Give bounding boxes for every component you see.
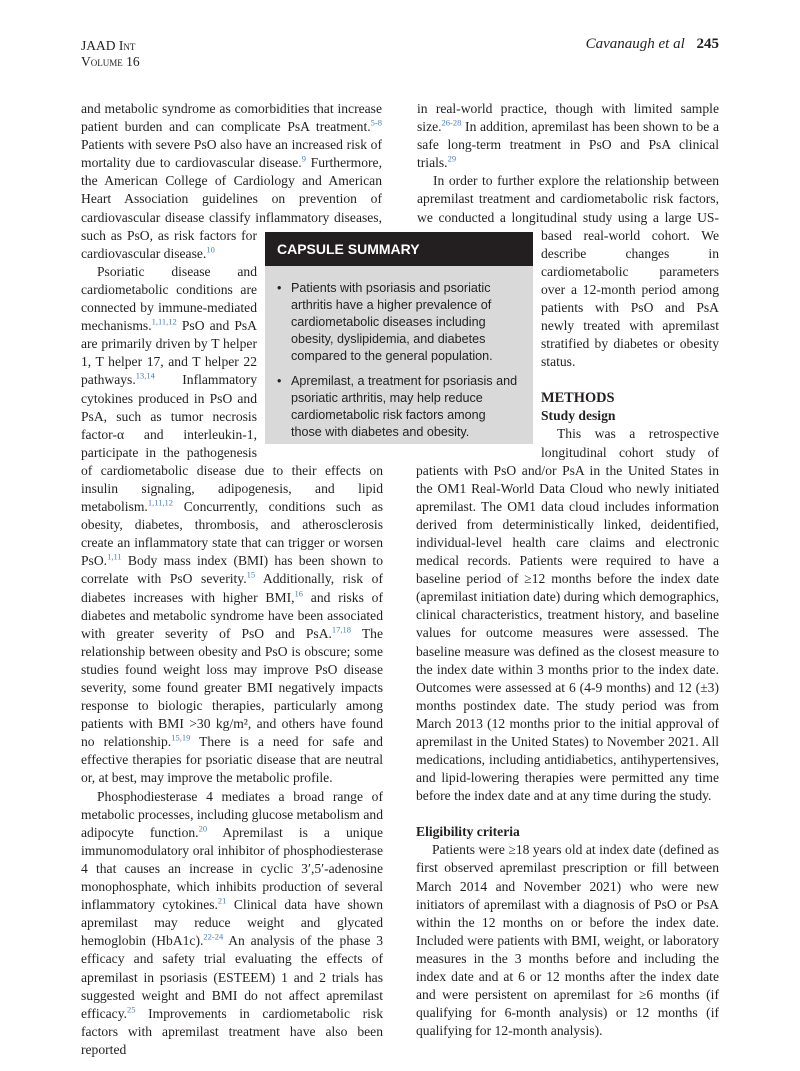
citation[interactable]: 17,18 (331, 624, 352, 635)
citation[interactable]: 22-24 (203, 931, 224, 942)
capsule-bullet: • Apremilast, a treatment for psoriasis and psoriatic arthritis, may help reduce cardiometabolic risk factors among those with diabetes and obesity. (277, 373, 519, 441)
paragraph: in real-world practice, though with limited sample size.$^{26-28}$ In addition, apremilast has been shown to be a safe long-term treatment in PsO and PsA clinical trials.$^{29}$ (417, 101, 719, 171)
paragraph: and metabolic syndrome as comorbidities that increase patient burden and can complicate PsA treatment.$^{5-8}$ Patients with severe PsO also have an increased risk of mortality due to cardiovascular disease.$^9$ Furthermore, the American College of Cardiology and American Heart Association guidelines on prevention of cardiovascular disease classify inflammatory diseases, such as PsO, as risk factors for cardiovascular disease.$^{10}$ (81, 101, 382, 261)
paragraph: In order to further explore the relationship between apremilast treatment and cardiometabolic risk factors, we conducted a longitudinal study using a large US-based real-world cohort. We describe changes in cardiometabolic parameters over a 12-month period among patients with PsO and PsA newly treated with apremilast stratified by diabetes or obesity status. (417, 173, 719, 370)
capsule-summary-list (265, 266, 533, 441)
citation[interactable]: 26-28 (441, 117, 462, 128)
author-line: Cavanaugh et al (585, 36, 685, 52)
citation[interactable]: 20 (198, 823, 208, 834)
citation[interactable]: 1,11,12 (147, 497, 174, 508)
citation[interactable]: 15,19 (171, 732, 191, 743)
running-header-right (586, 36, 719, 53)
citation[interactable]: 9 (301, 153, 306, 164)
journal-name: JAAD Int (81, 38, 136, 53)
citation[interactable]: 1,11 (107, 551, 122, 562)
capsule-bullet: • Patients with psoriasis and psoriatic arthritis have a higher prevalence of cardiometabolic diseases including obesity, dyslipidemia, and diabetes compared to the general population. (277, 280, 519, 365)
citation[interactable]: 10 (206, 244, 215, 255)
citation[interactable]: 29 (447, 153, 457, 164)
wrap-pusher (382, 100, 383, 230)
page-number: 245 (696, 36, 719, 52)
section-heading-methods: METHODS (541, 390, 615, 407)
citation[interactable]: 15 (246, 569, 256, 580)
journal-volume: Volume 16 (81, 54, 140, 69)
paragraph: This was a retrospective longitudinal cohort study of patients with PsO and/or PsA in the United States in the OM1 Real-World Data Cloud who newly initiated apremilast. The OM1 data cloud includes information derived from deterministically linked, deidentified, individual-level health care claims and electronic medical records. Patients were required to have a baseline period of ≥12 months before the index date (apremilast initiation date) during which demographics, clinical characteristics, treatment history, and baseline values for outcome measures were assessed. The baseline measure was defined as the closest measure to the index date within 3 months prior to the index date. Outcomes were assessed at 6 (4-9 months) and 12 (±3) months postindex date. The study period was from March 2013 (12 months prior to the initial approval of apremilast in the United States) to November 2021. All medications, including antidiabetics, antihypertensives, and lipid-lowering therapies were permitted any time before the index date and at any time during the study. (416, 426, 719, 804)
citation[interactable]: 21 (217, 895, 227, 906)
capsule-summary-title: CAPSULE SUMMARY (265, 232, 533, 266)
citation[interactable]: 25 (127, 1004, 136, 1015)
citation[interactable]: 13,14 (135, 370, 155, 381)
paragraph: Patients were ≥18 years old at index date (defined as first observed apremilast prescription or fill between March 2014 and November 2021) who were new initiators of apremilast with a diagnosis of PsO or PsA within the 12 months on or before the index date. Included were patients with BMI, weight, or laboratory measures in the 3 months before and including the index date and at 6 or 12 months after the index date and were persistent on apremilast for ≥6 months (if qualifying for 6-month analysis) or 12 months (if qualifying for 12-month analysis). (416, 842, 719, 1039)
running-header-left (81, 38, 140, 70)
citation[interactable]: 1,11,12 (151, 316, 177, 327)
subsection-heading-study-design: Study design (541, 408, 616, 424)
citation[interactable]: 5-8 (370, 117, 382, 128)
citation[interactable]: 16 (294, 588, 303, 598)
subsection-heading-eligibility: Eligibility criteria (416, 824, 520, 840)
paragraph: Phosphodiesterase 4 mediates a broad range of metabolic processes, including glucose metabolism and adipocyte function.$^{20}$ Apremilast is a unique immunomodulatory oral inhibitor of phosphodiesterase 4 that causes an increase in cyclic 3′,5′-adenosine monophosphate, which inhibits production of several inflammatory cytokines.$^{21}$ Clinical data have shown apremilast may reduce weight and glycated hemoglobin (HbA1c).$^{22-24}$ An analysis of the phase 3 efficacy and safety trial evaluating the effects of apremilast in psoriasis (ESTEEM) 1 and 2 trials has suggested weight and BMI do not affect apremilast efficacy.$^{25}$ Improvements in cardiometabolic risk factors with apremilast treatment have also been reported (81, 788, 384, 1057)
paragraph: Psoriatic disease and cardiometabolic conditions are connected by immune-mediated mechanisms.$^{1,11,12}$ PsO and PsA are primarily driven by T helper 1, T helper 17, and T helper 22 pathways.$^{13,14}$ Inflammatory cytokines produced in PsO and PsA, such as tumor necrosis factor-α and interleukin-1, participate in the pathogenesis of cardiometabolic disease due to their effects on insulin signaling, adipogenesis, and lipid metabolism.$^{1,11,12}$ Concurrently, conditions such as obesity, diabetes, thrombosis, and atherosclerosis create an inflammatory state that can trigger or worsen PsO.$^{1,11}$ Body mass index (BMI) has been shown to correlate with PsO severity.$^{15}$ Additionally, risk of diabetes increases with higher BMI,$^{16}$ and risks of diabetes and metabolic syndrome have been associated with greater severity of PsO and PsA.$^{17,18}$ The relationship between obesity and PsO is obscure; some studies found weight loss may improve PsO disease severity, some found greater BMI negatively impacts response to biologic therapies, particularly among patients with BMI >30 kg/m², and others have found no relationship.$^{15,19}$ There is a need for safe and effective therapies for psoriatic disease that are neutral or, at best, may improve the metabolic profile. (81, 263, 384, 786)
capsule-summary-box (265, 232, 533, 444)
